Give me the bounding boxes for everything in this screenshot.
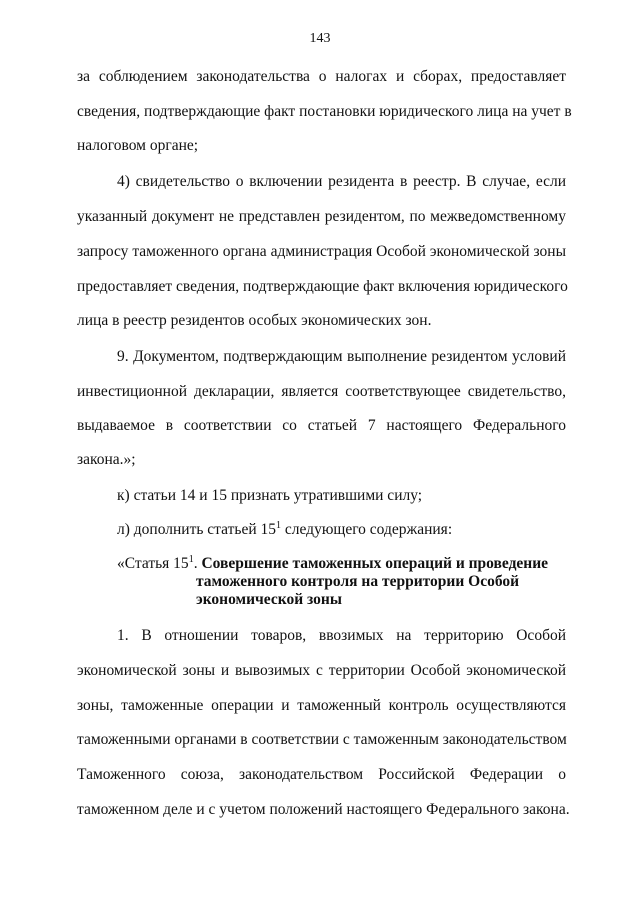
text-line: к) статьи 14 и 15 признать утратившими силу; bbox=[117, 487, 423, 504]
text-line: лица в реестр резидентов особых экономических зон. bbox=[77, 312, 432, 329]
article-label: «Статья 15 bbox=[117, 555, 189, 572]
text-line: 9. Документом, подтверждающим выполнение резидентом условий bbox=[117, 348, 566, 365]
text-line: 4) свидетельство о включении резидента в реестр. В случае, если bbox=[117, 173, 566, 190]
text-segment: следующего содержания: bbox=[281, 521, 453, 538]
text-line: 1. В отношении товаров, ввозимых на территорию Особой bbox=[117, 627, 566, 644]
text-line: предоставляет сведения, подтверждающие факт включения юридического bbox=[77, 278, 568, 295]
text-segment: л) дополнить статьей 15 bbox=[117, 521, 277, 538]
text-line: таможенном деле и с учетом положений настоящего Федерального закона. bbox=[77, 801, 570, 818]
text-segment: . bbox=[193, 555, 202, 572]
text-line: указанный документ не представлен резидентом, по межведомственному bbox=[77, 208, 566, 225]
superscript: 1 bbox=[188, 553, 194, 565]
text-line: налоговом органе; bbox=[77, 137, 199, 154]
article-title-line: таможенного контроля на территории Особой bbox=[196, 573, 520, 590]
text-line: Таможенного союза, законодательством Российской Федерации о bbox=[77, 766, 566, 783]
text-line: запросу таможенного органа администрация Особой экономической зоны bbox=[77, 243, 566, 260]
superscript: 1 bbox=[276, 519, 282, 531]
page-number: 143 bbox=[309, 31, 331, 46]
text-line: экономической зоны и вывозимых с территории Особой экономической bbox=[77, 662, 566, 679]
text-line bbox=[117, 521, 452, 539]
article-title-line: экономической зоны bbox=[196, 591, 342, 608]
text-line: закона.»; bbox=[77, 451, 136, 468]
text-line: зоны, таможенные операции и таможенный контроль осуществляются bbox=[77, 697, 566, 714]
text-line: таможенными органами в соответствии с таможенным законодательством bbox=[77, 731, 567, 748]
article-heading bbox=[117, 555, 548, 573]
text-line: сведения, подтверждающие факт постановки юридического лица на учет в bbox=[77, 103, 572, 120]
text-line: инвестиционной декларации, является соответствующее свидетельство, bbox=[77, 383, 566, 400]
text-line: выдаваемое в соответствии со статьей 7 настоящего Федерального bbox=[77, 417, 566, 434]
text-line: за соблюдением законодательства о налогах и сборах, предоставляет bbox=[77, 68, 566, 85]
article-title: Совершение таможенных операций и проведение bbox=[201, 555, 549, 572]
